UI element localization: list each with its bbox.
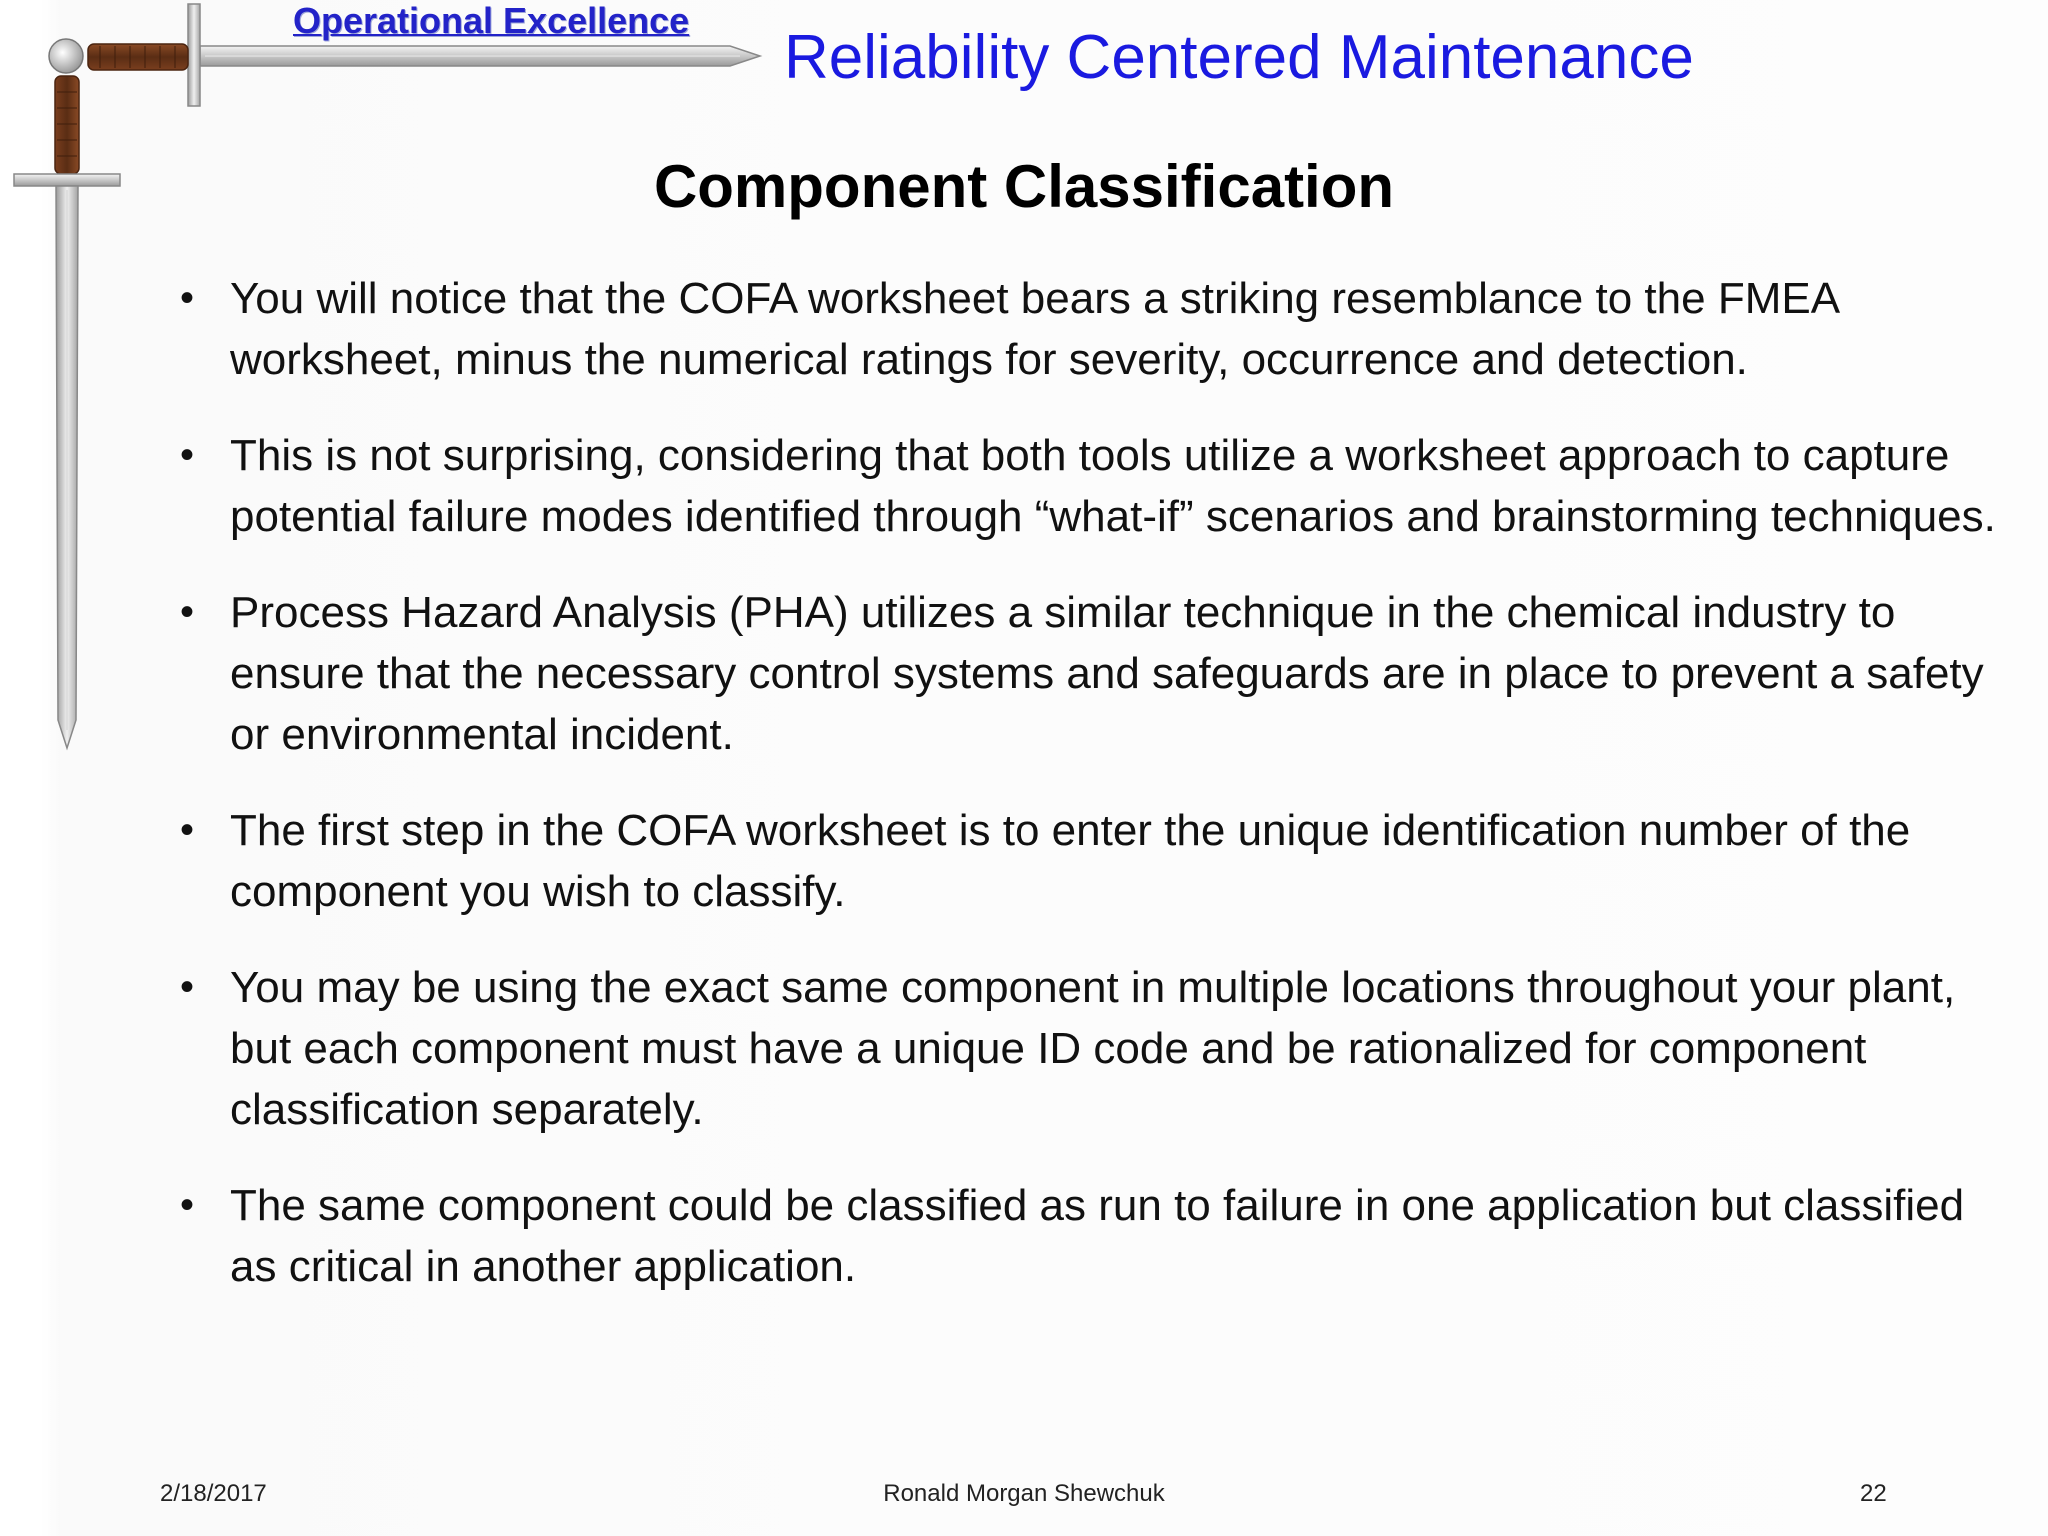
bullet-text: The same component could be classified as run to failure in one application but classified as critical in another application. — [230, 1181, 1965, 1291]
bullet-dot-icon: • — [180, 965, 195, 1009]
bullet-text: You will notice that the COFA worksheet bears a striking resemblance to the FMEA worksheet, minus the numerical ratings for severity, occurrence and detection. — [230, 274, 1838, 384]
bullet-dot-icon: • — [180, 590, 195, 634]
bullet-text: You may be using the exact same component in multiple locations throughout your plant, but each component must have a unique ID code and be rationalized for component classification separately. — [230, 963, 1956, 1134]
bullet-text: The first step in the COFA worksheet is to enter the unique identification number of the component you wish to classify. — [230, 806, 1911, 916]
page-number: 22 — [1860, 1480, 1887, 1507]
footer-date: 2/18/2017 — [160, 1480, 267, 1507]
bullet-item — [176, 268, 2006, 390]
bullet-dot-icon: • — [180, 276, 195, 320]
slide-title: Component Classification — [653, 153, 1395, 220]
bullet-item — [176, 582, 2006, 765]
bullet-list — [176, 268, 2006, 1332]
bullet-dot-icon: • — [180, 433, 195, 477]
bullet-dot-icon: • — [180, 1183, 195, 1227]
bullet-item — [176, 425, 2006, 547]
bullet-text: This is not surprising, considering that both tools utilize a worksheet approach to capture potential failure modes identified through “what-if” scenarios and brainstorming techniques. — [230, 431, 1996, 541]
bullet-item — [176, 957, 2006, 1140]
bullet-text: Process Hazard Analysis (PHA) utilizes a similar technique in the chemical industry to ensure that the necessary control systems and safeguards are in place to prevent a safety or environmental incident. — [230, 588, 1984, 759]
footer-author: Ronald Morgan Shewchuk — [883, 1480, 1165, 1507]
bullet-item — [176, 800, 2006, 922]
bullet-dot-icon: • — [180, 808, 195, 852]
brand-label: Operational Excellence — [293, 0, 690, 41]
bullet-item — [176, 1175, 2006, 1297]
header-title: Reliability Centered Maintenance — [784, 23, 1694, 92]
